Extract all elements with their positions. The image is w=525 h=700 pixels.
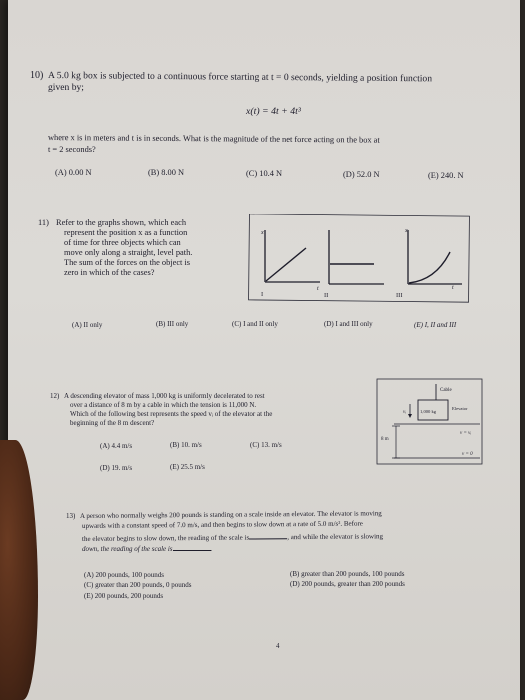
q10-choice-e[interactable]: (E) 240. N [428,171,464,180]
elevator-label: Elevator [452,406,468,411]
q10-equation: x(t) = 4t + 4t³ [246,106,301,117]
q11-graph-iii [396,228,462,299]
distance-label: 8 m [381,437,389,442]
q10-number: 10) [30,70,44,81]
q10-text-line-3: where x is in meters and t is in seconds. What is the magnitude of the net force acting on the box at [47,133,380,145]
graph-i-axis-x-label: x [261,230,264,236]
q10-choice-b[interactable]: (B) 8.00 N [148,168,185,177]
q11-choice-d[interactable]: (D) I and III only [324,320,373,328]
vi-label: v = vᵢ [460,431,472,436]
q13-blank-1[interactable] [249,530,287,539]
q12-elevator-diagram [376,378,484,466]
q11-line-2: represent the position x as a function [64,228,188,237]
q13-blank-2[interactable] [173,542,211,551]
q13-number: 13) [66,512,76,520]
q12-choice-a[interactable]: (A) 4.4 m/s [100,442,133,450]
q13-line-4-end: . [210,545,213,553]
q11-graphs-figure [248,214,470,304]
q10-choice-a[interactable]: (A) 0.00 N [55,168,92,177]
q12-line-3: Which of the following best represents the speed vᵢ of the elevator at the [70,410,273,418]
q12-choice-d[interactable]: (D) 19. m/s [100,464,133,472]
q11-choice-a[interactable]: (A) II only [72,321,103,329]
q12-line-1: A descending elevator of mass 1,000 kg is uniformly decelerated to rest [64,392,265,400]
q13-line-2: upwards with a constant speed of 7.0 m/s, and then begins to slow down at a rate of 5.0 m/s². Before [81,519,363,530]
q13-line-1: A person who normally weighs 200 pounds is standing on a scale inside an elevator. The elevator is moving [79,509,382,520]
q11-line-6: zero in which of the cases? [64,268,155,277]
q13-choice-a[interactable]: (A) 200 pounds, 100 pounds [84,571,164,579]
q11-number: 11) [38,218,49,227]
q12-number: 12) [50,392,60,400]
q11-line-5: The sum of the forces on the object is [64,258,191,267]
q11-graph-ii [317,230,384,299]
q13-line-3-end: , and while the elevator is slowing [287,532,384,542]
page-number: 4 [276,642,280,650]
q11-line-4: move only along a straight, level path. [64,248,193,257]
q13-line-4 [82,542,212,553]
graph-i-label: I [261,291,264,298]
q10-text-line-1: A 5.0 kg box is subjected to a continuous force starting at t = 0 seconds, yielding a position function [47,70,433,85]
q11-line-1: Refer to the graphs shown, which each [56,218,187,227]
q13-line-3 [82,529,383,543]
q11-choice-e[interactable]: (E) I, II and III [414,321,457,329]
q11-choice-b[interactable]: (B) III only [156,320,189,328]
q10-text-line-2: given by; [48,82,84,93]
q12-choice-c[interactable]: (C) 13. m/s [250,441,282,449]
q10-choice-d[interactable]: (D) 52.0 N [343,170,380,179]
graph-iii-label: III [396,292,403,299]
q11-graph-i [260,230,320,298]
vf-label: v = 0 [462,452,473,457]
q13-choice-c[interactable]: (C) greater than 200 pounds, 0 pounds [84,581,192,589]
graph-ii-label: II [324,292,329,299]
q11-line-3: of time for three objects which can [64,238,181,247]
q10-choice-c[interactable]: (C) 10.4 N [246,169,283,178]
q12-line-4: beginning of the 8 m descent? [70,419,155,427]
graph-iii-axis-t-label: t [452,285,454,291]
graph-iii-axis-x-label: x [405,228,408,234]
q13-choice-d[interactable]: (D) 200 pounds, greater than 200 pounds [290,580,405,588]
q13-choice-b[interactable]: (B) greater than 200 pounds, 100 pounds [290,570,405,578]
q13-line-3-start: the elevator begins to slow down, the reading of the scale is [81,533,250,543]
graph-ii-axis-t-label: t [317,286,319,292]
q13-choice-e[interactable]: (E) 200 pounds, 200 pounds [84,592,164,600]
worksheet-page [8,0,520,700]
q13-line-4-text: down, the reading of the scale is [82,545,173,553]
q11-choice-c[interactable]: (C) I and II only [232,320,278,328]
mass-label: 1,000 kg [420,409,437,414]
q12-choice-e[interactable]: (E) 25.5 m/s [170,463,205,471]
q12-line-2: over a distance of 8 m by a cable in which the tension is 11,000 N. [70,401,257,409]
q10-text-line-4: t = 2 seconds? [48,145,96,154]
vi-arrow-label: vᵢ [403,410,407,415]
cable-label: Cable [440,388,452,393]
q12-choice-b[interactable]: (B) 10. m/s [170,441,202,449]
